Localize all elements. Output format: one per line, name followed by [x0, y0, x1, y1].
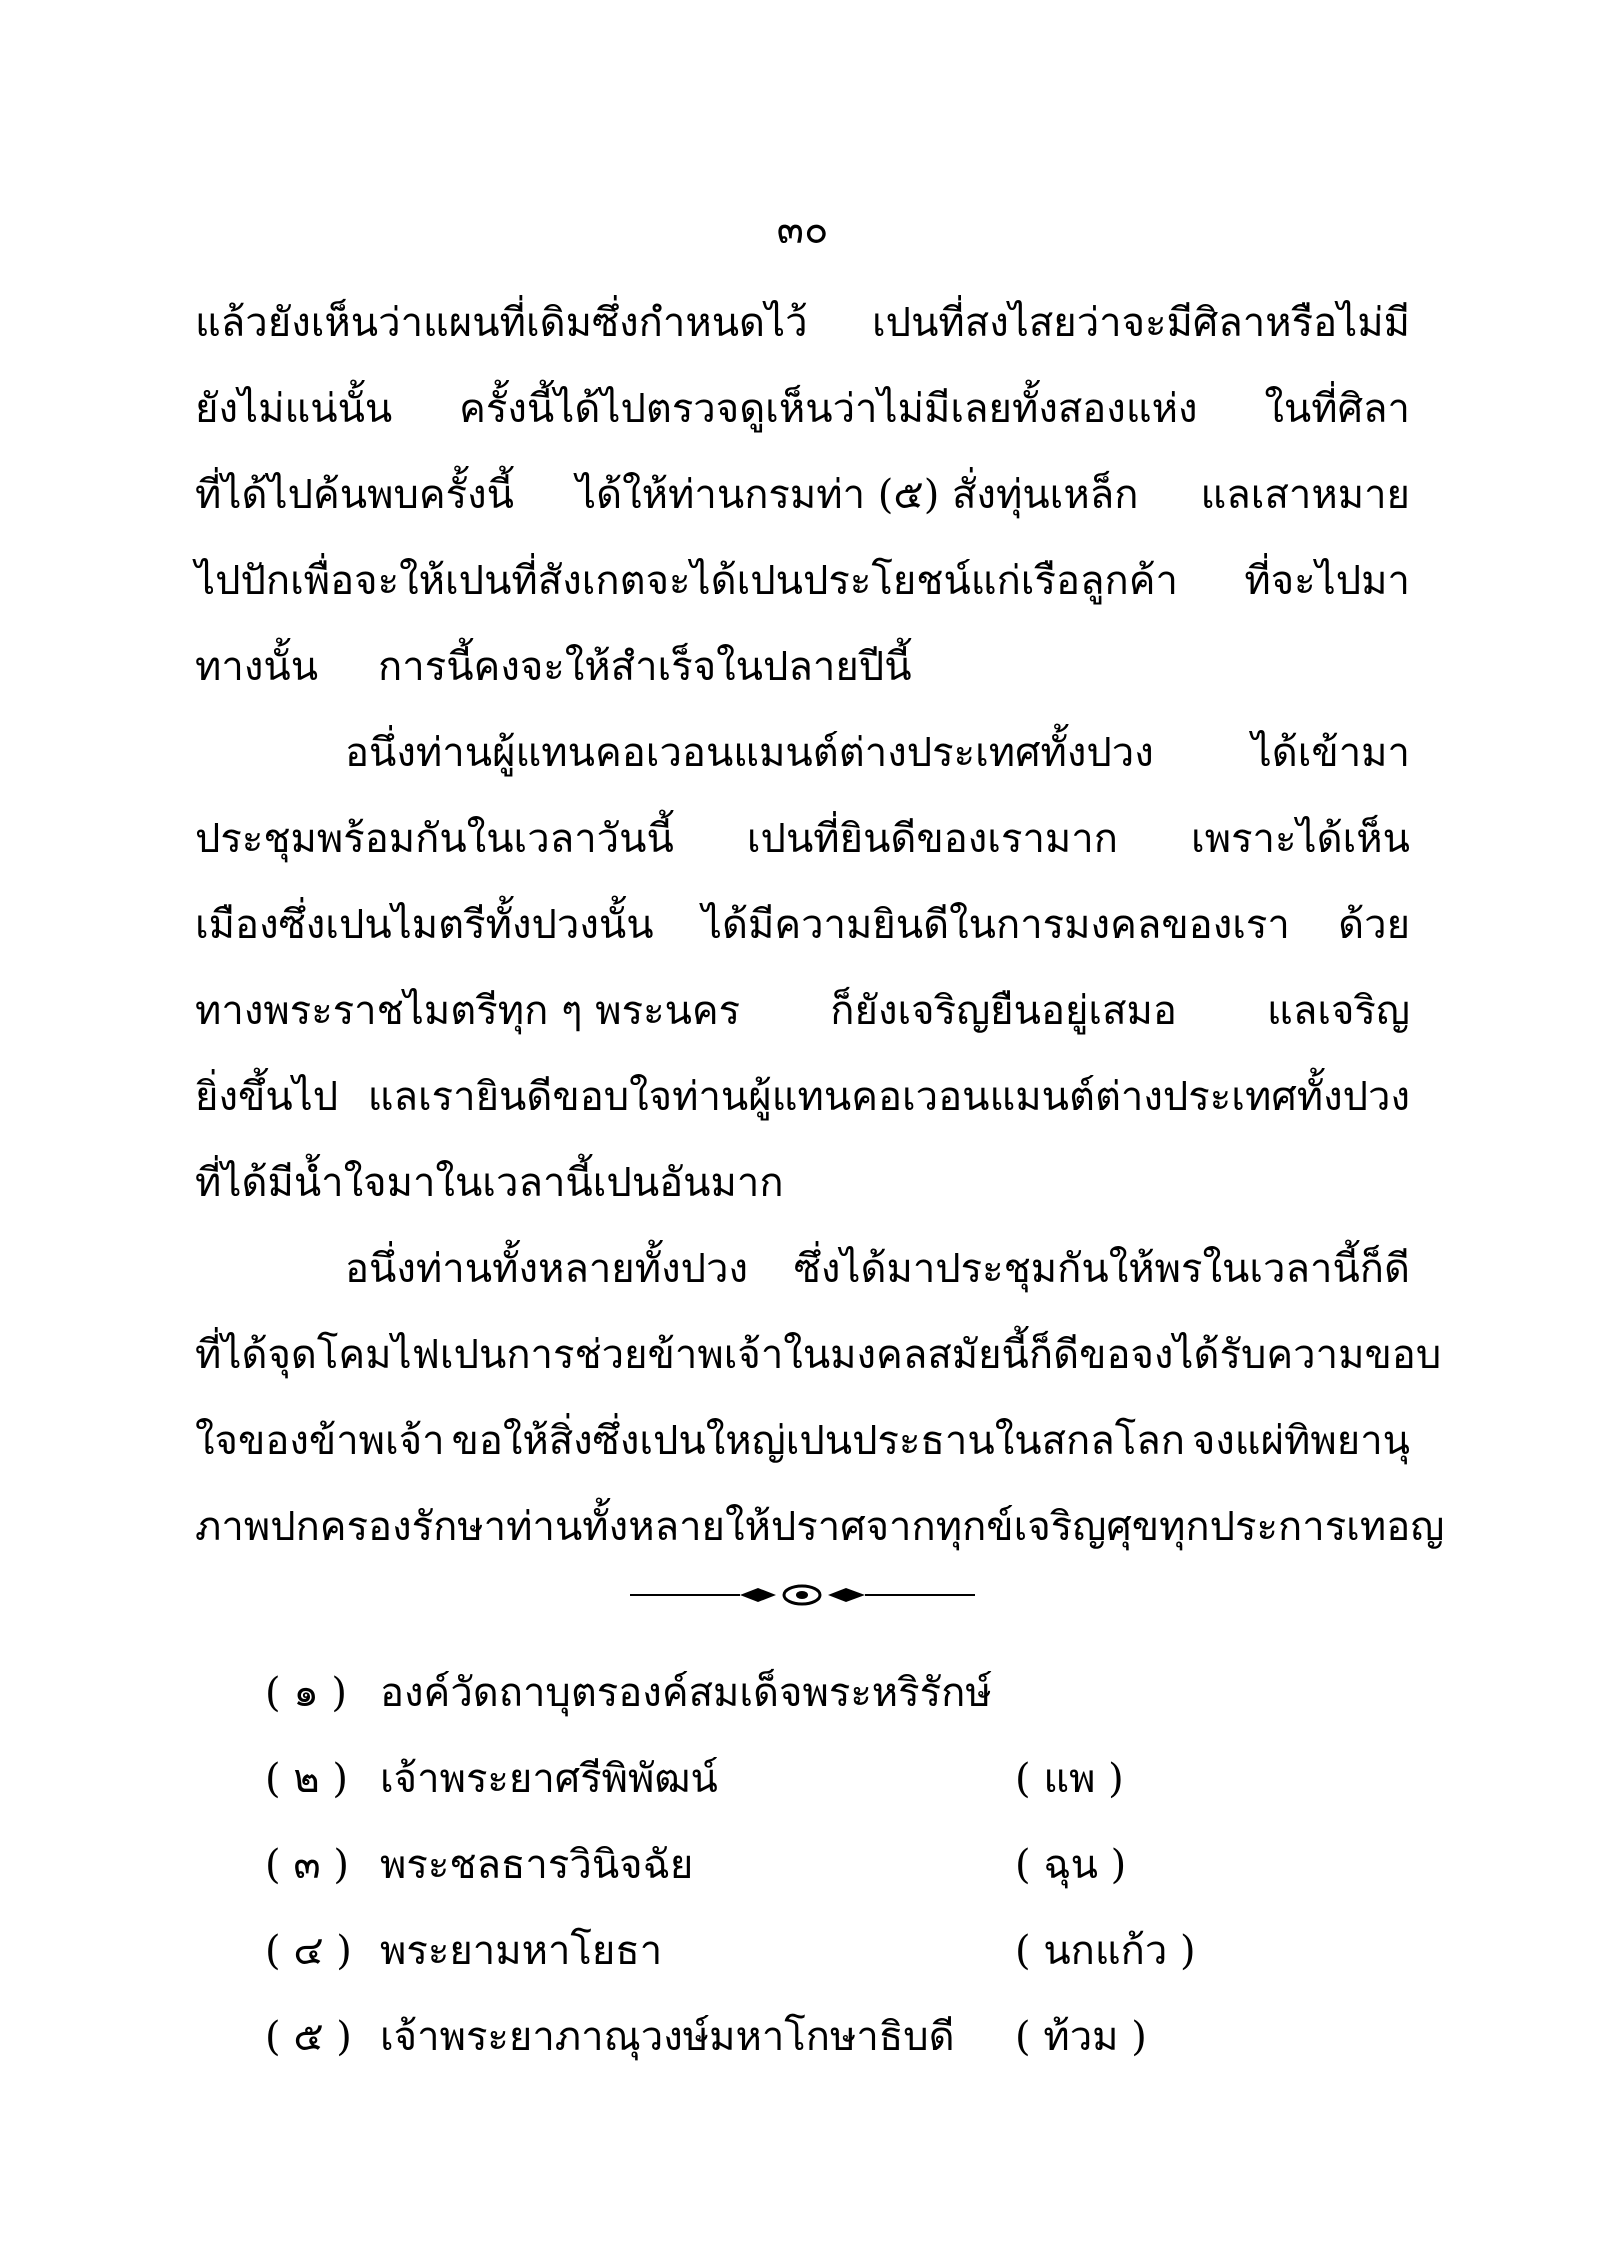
text-segment: ได้มีความยินดีในการมงคลของเรา [701, 902, 1290, 948]
footnote-number: ( ๕ ) [265, 2014, 352, 2060]
footnote-name: องค์วัดถาบุตรองค์สมเด็จพระหริรักษ์ [380, 1670, 992, 1716]
footnote-name: เจ้าพระยาศรีพิพัฒน์ [380, 1756, 718, 1802]
text-line [195, 1312, 1442, 1398]
text-segment: เปนที่สงไสยว่าจะมีศิลาหรือไม่มี [872, 300, 1410, 346]
text-segment: เพราะได้เห็น [1191, 816, 1410, 862]
text-segment: ขอให้สิ่งซึ่งเปนใหญ่เปนประธานในสกลโลก [451, 1418, 1185, 1464]
footnote-number: ( ๓ ) [265, 1842, 349, 1888]
text-segment: แลเจริญ [1267, 988, 1410, 1034]
text-segment: เปนที่ยินดีของเรามาก [746, 816, 1118, 862]
text-segment: ได้ให้ท่านกรมท่า (๕) สั่งทุ่นเหล็ก [576, 472, 1139, 518]
footnote-name: พระชลธารวินิจฉัย [380, 1842, 694, 1888]
text-segment: ที่ได้จุดโคมไฟเปนการช่วยข้าพเจ้าในมงคลสมัยนี้ก็ดี [195, 1332, 1080, 1378]
page-number: ๓๐ [776, 207, 829, 253]
footnote-number: ( ๑ ) [265, 1670, 348, 1716]
text-segment: ได้เข้ามา [1251, 730, 1410, 776]
text-segment: ที่ได้มีน้ำใจมาในเวลานี้เปนอันมาก [195, 1160, 784, 1206]
text-line [195, 1054, 1410, 1140]
text-segment: ขอจงได้รับความขอบ [1079, 1332, 1442, 1378]
text-segment: อนึ่งท่านทั้งหลายทั้งปวง [345, 1246, 749, 1292]
footnote-item [265, 1736, 1265, 1822]
text-segment: การนี้คงจะให้สำเร็จในปลายปีนี้ [378, 644, 912, 690]
text-segment: จงแผ่ทิพยานุ [1191, 1418, 1410, 1464]
footnotes-list [265, 1650, 1265, 2080]
footnote-item [265, 1650, 1265, 1736]
text-segment: ที่จะไปมา [1244, 558, 1410, 604]
footnote-number: ( ๔ ) [265, 1928, 352, 1974]
text-segment: ประชุมพร้อมกันในเวลาวันนี้ [195, 816, 674, 862]
text-segment: ก็ยังเจริญยืนอยู่เสมอ [830, 988, 1177, 1034]
text-segment: ไปปักเพื่อจะให้เปนที่สังเกตจะได้เปนประโยชน์แก่เรือลูกค้า [195, 558, 1178, 604]
text-segment: แลเรายินดีขอบใจท่านผู้แทนคอเวอนแมนต์ต่างประเทศทั้งปวง [367, 1074, 1410, 1120]
text-segment: ภาพปกครองรักษาท่านทั้งหลายให้ปราศจากทุกข์เจริญศุขทุกประการเทอญ [195, 1504, 1445, 1550]
text-segment: ทางนั้น [195, 644, 319, 690]
footnote-item [265, 1994, 1265, 2080]
footnote-name: เจ้าพระยาภาณุวงษ์มหาโกษาธิบดี [380, 2014, 955, 2060]
text-line [195, 366, 1410, 452]
footnote-alias: ( นกแก้ว ) [1015, 1928, 1196, 1974]
footnote-alias: ( ฉุน ) [1015, 1842, 1127, 1888]
text-segment: ทางพระราชไมตรีทุก ๆ พระนคร [195, 988, 741, 1034]
text-line [195, 1484, 1445, 1570]
text-segment: ครั้งนี้ได้ไปตรวจดูเห็นว่าไม่มีเลยทั้งสองแห่ง [459, 386, 1198, 432]
text-segment: แลเสาหมาย [1200, 472, 1410, 518]
footnote-name: พระยามหาโยธา [380, 1928, 663, 1974]
text-segment: ยังไม่แน่นั้น [195, 386, 393, 432]
footnote-item [265, 1908, 1265, 1994]
body-text [195, 280, 1445, 1570]
text-segment: ยิ่งขึ้นไป [195, 1074, 339, 1120]
ornament-divider [630, 1580, 975, 1610]
text-line [195, 710, 1410, 796]
text-segment: แล้วยังเห็นว่าแผนที่เดิมซึ่งกำหนดไว้ [195, 300, 808, 346]
text-line [195, 1226, 1410, 1312]
footnote-item [265, 1822, 1265, 1908]
text-line [195, 538, 1410, 624]
footnote-alias: ( ท้วม ) [1015, 2014, 1147, 2060]
text-line [195, 1398, 1410, 1484]
text-segment: เมืองซึ่งเปนไมตรีทั้งปวงนั้น [195, 902, 654, 948]
text-segment: ที่ได้ไปค้นพบครั้งนี้ [195, 472, 514, 518]
text-segment: อนึ่งท่านผู้แทนคอเวอนแมนต์ต่างประเทศทั้งปวง [345, 730, 1154, 776]
text-segment: ด้วย [1338, 902, 1410, 948]
text-segment: ซึ่งได้มาประชุมกันให้พรในเวลานี้ก็ดี [793, 1246, 1410, 1292]
footnote-alias: ( แพ ) [1015, 1756, 1124, 1802]
text-line [195, 1140, 1410, 1226]
text-segment: ในที่ศิลา [1264, 386, 1410, 432]
text-line [195, 280, 1410, 366]
text-segment: ใจของข้าพเจ้า [195, 1418, 445, 1464]
text-line [195, 882, 1410, 968]
footnote-number: ( ๒ ) [265, 1756, 349, 1802]
text-line [195, 968, 1410, 1054]
text-line [195, 624, 1410, 710]
text-line [195, 452, 1410, 538]
text-line [195, 796, 1410, 882]
